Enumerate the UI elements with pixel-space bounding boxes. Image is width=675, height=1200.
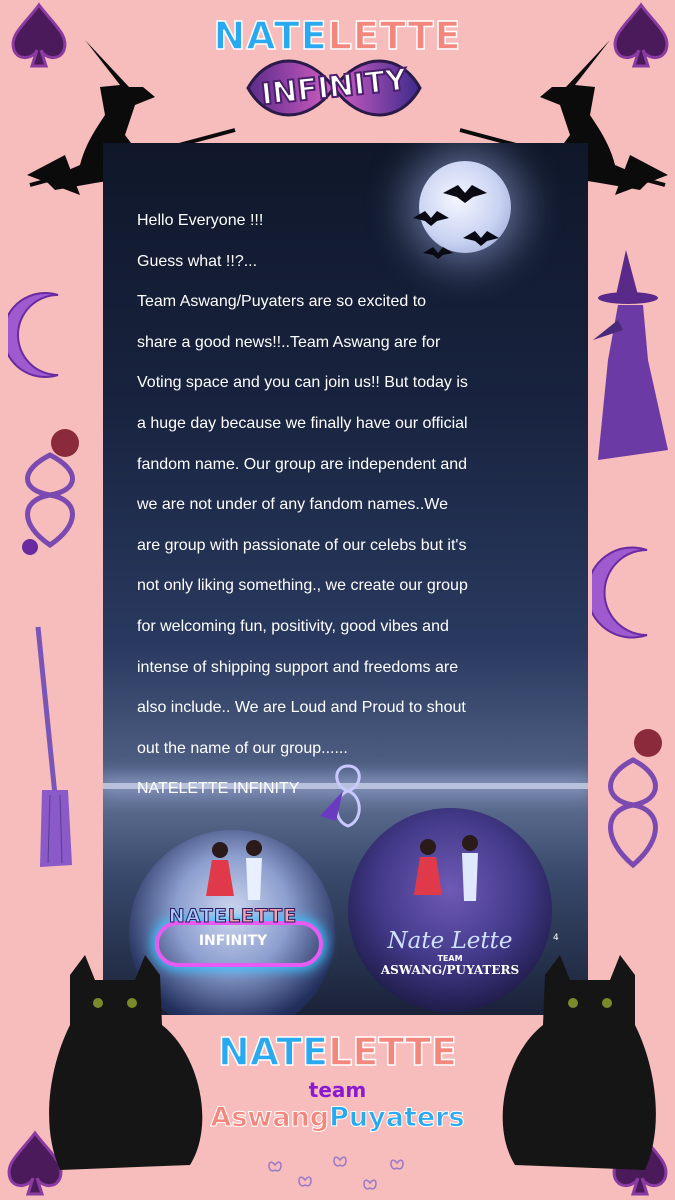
- message-line: Guess what !!?...: [137, 252, 258, 270]
- message-line: not only liking something., we create our group: [137, 577, 468, 595]
- message-line: intense of shipping support and freedoms are: [137, 658, 459, 676]
- footer-title: NATELETTE: [218, 1030, 457, 1074]
- logo2-number: 4: [553, 933, 559, 943]
- butterflies-icon: [265, 1145, 410, 1195]
- broom-icon: [30, 625, 75, 870]
- crescent-moon-icon: [592, 545, 672, 640]
- message-line: for welcoming fun, positivity, good vibes and: [137, 617, 449, 635]
- rose-infinity-icon: [598, 725, 673, 885]
- message-line: a huge day because we finally have our official: [137, 414, 468, 432]
- logo2-name: ASWANG/PUYATERS: [380, 963, 520, 977]
- logo2-script: Nate Lette: [387, 928, 513, 954]
- message-line: we are not under of any fandom names..We: [137, 496, 448, 514]
- message-text: [137, 201, 567, 810]
- footer-subtitle: AswangPuyaters: [210, 1102, 465, 1133]
- logo1-sub: INFINITY: [198, 933, 268, 949]
- message-panel: [103, 143, 588, 1015]
- message-line: also include.. We are Loud and Proud to shout: [137, 699, 466, 717]
- crescent-moon-icon: [8, 290, 83, 380]
- message-line: fandom name. Our group are independent and: [137, 455, 468, 473]
- header-badge: INFINITY: [259, 62, 409, 113]
- header-title: NATELETTE: [213, 14, 462, 58]
- witch-figure-icon: [588, 250, 673, 470]
- message-line: are group with passionate of our celebs but it's: [137, 536, 467, 554]
- footer-team: team: [308, 1078, 367, 1102]
- message-line: Voting space and you can join us!! But today is: [137, 374, 468, 392]
- message-line: Team Aswang/Puyaters are so excited to: [137, 293, 427, 311]
- couple-silhouette-icon: [408, 833, 493, 928]
- logo1-title: NATELETTE: [168, 905, 298, 927]
- logo2-team: TEAM: [437, 954, 463, 963]
- message-line: NATELETTE INFINITY: [137, 780, 300, 798]
- rose-infinity-icon: [10, 425, 90, 560]
- message-line: share a good news!!..Team Aswang are for: [137, 333, 441, 351]
- infinity-feather-icon: [318, 761, 368, 831]
- message-line: out the name of our group......: [137, 739, 348, 757]
- message-line: Hello Everyone !!!: [137, 212, 264, 229]
